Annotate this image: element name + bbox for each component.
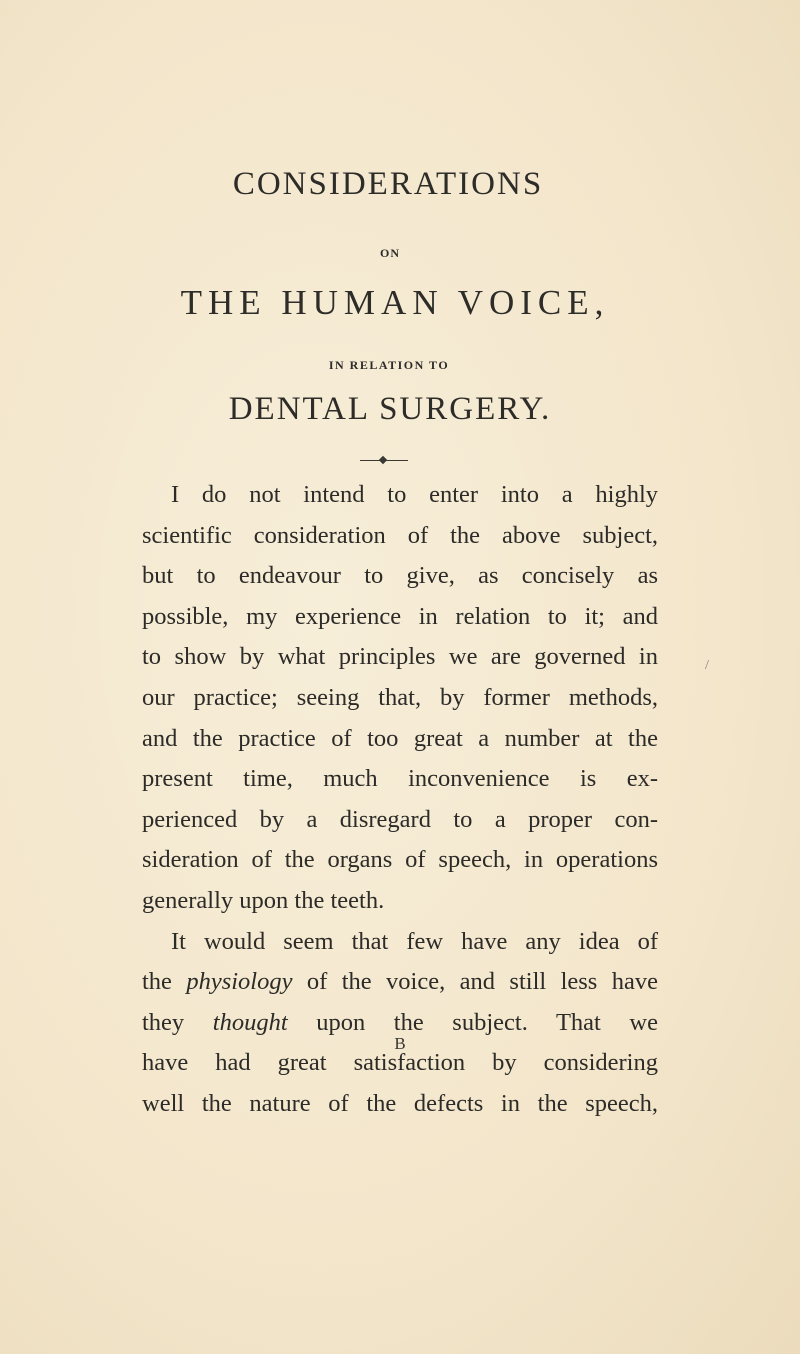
title-on: ON bbox=[380, 246, 400, 260]
text-line: It would seem that few have any idea of bbox=[171, 927, 658, 955]
text-segment: of the voice, and still less have bbox=[292, 968, 658, 996]
text-line: sideration of the organs of speech, in operations bbox=[142, 846, 658, 874]
text-line: have had great satisfaction by considering bbox=[142, 1049, 658, 1077]
text-line: possible, my experience in relation to it; and bbox=[142, 602, 658, 630]
text-line: present time, much inconvenience is ex- bbox=[142, 765, 658, 793]
text-line: perienced by a disregard to a proper con- bbox=[142, 805, 658, 833]
text-line: scientific consideration of the above subject, bbox=[142, 521, 658, 549]
text-line: well the nature of the defects in the speech, bbox=[142, 1089, 658, 1117]
text-line: our practice; seeing that, by former methods, bbox=[142, 683, 658, 711]
title-dental-surgery: DENTAL SURGERY. bbox=[228, 391, 552, 427]
text-line: but to endeavour to give, as concisely as bbox=[142, 562, 658, 590]
text-line: to show by what principles we are governed in bbox=[142, 643, 658, 671]
text-line: and the practice of too great a number at the bbox=[142, 724, 658, 752]
title-human-voice: THE HUMAN VOICE, bbox=[180, 283, 610, 322]
text-segment: upon the subject. That we bbox=[287, 1008, 658, 1036]
italic-thought: thought bbox=[212, 1008, 288, 1036]
signature-mark: B bbox=[394, 1034, 406, 1053]
text-line: I do not intend to enter into a highly bbox=[171, 481, 658, 508]
text-segment: they bbox=[142, 1008, 213, 1036]
divider-diamond-ornament bbox=[379, 456, 387, 464]
italic-physiology: physiology bbox=[186, 968, 293, 996]
margin-mark: / bbox=[705, 658, 709, 673]
title-in-relation-to: IN RELATION TO bbox=[328, 358, 450, 372]
text-line-physiology bbox=[142, 962, 658, 1003]
title-considerations: CONSIDERATIONS bbox=[232, 166, 544, 202]
text-segment: the bbox=[142, 968, 187, 996]
body-text bbox=[142, 475, 658, 1125]
text-line: generally upon the teeth. bbox=[142, 886, 385, 914]
